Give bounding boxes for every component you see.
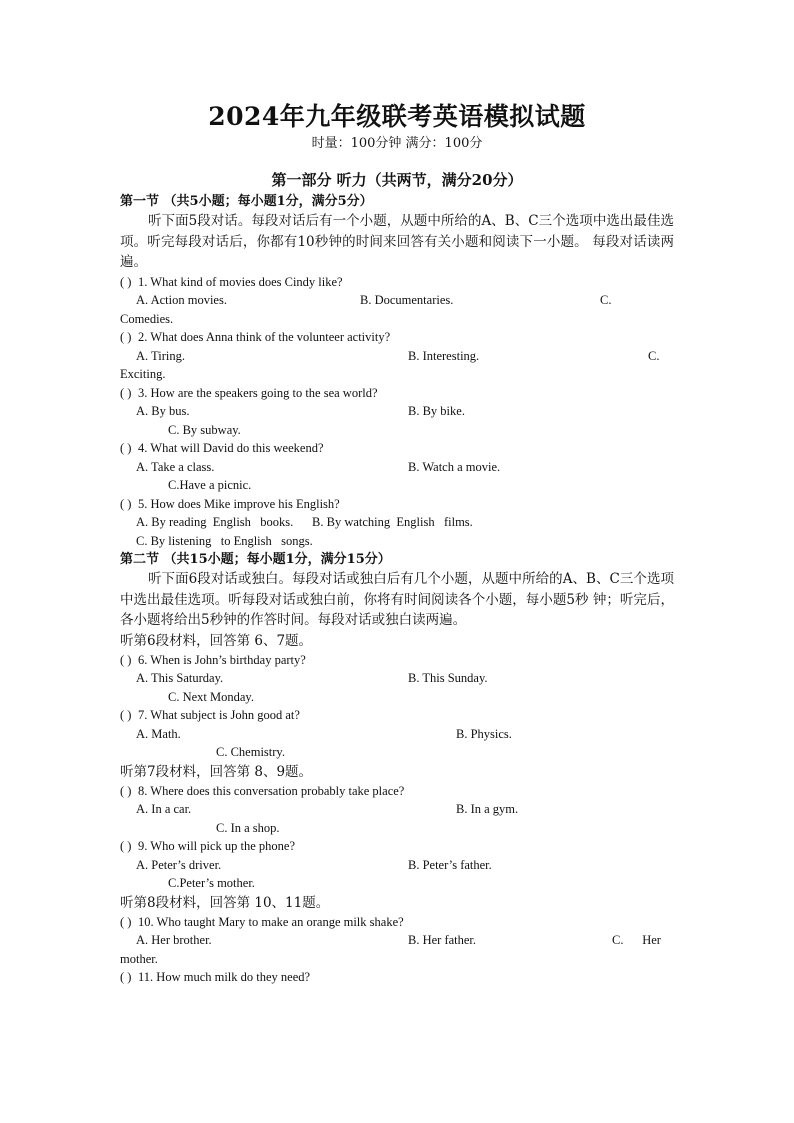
option-c: C. Chemistry. — [216, 745, 285, 759]
option-c: C. — [600, 293, 612, 307]
question-stem: ( ) 8. Where does this conversation probably take place? — [120, 782, 674, 801]
question-stem: ( ) 7. What subject is John good at? — [120, 706, 674, 725]
question-stem: ( ) 2. What does Anna think of the volunteer activity? — [120, 328, 674, 347]
option-a: A. Take a class. — [136, 459, 215, 474]
section-instructions: 听下面6段对话或独白。每段对话或独白后有几个小题，从题中所给的A、B、C三个选项中选出最佳选项。听每段对话或独白前，你将有时间阅读各个小题，每小题5秒 钟；听完后，各小题将给出5秒钟的作答时间。每段对话或独白读两遍。 — [120, 571, 674, 628]
question-options — [120, 347, 674, 366]
option-b: B. This Sunday. — [408, 671, 488, 685]
option-a: A. By bus. — [136, 404, 190, 418]
option-c: C.Peter’s mother. — [168, 876, 255, 890]
option-b: B. Documentaries. — [360, 293, 454, 307]
page-subtitle: 时量：100分钟 满分：100分 — [311, 136, 483, 151]
answer-paren: ( ) — [120, 652, 132, 667]
option-c: C. Her — [612, 933, 661, 947]
answer-paren: ( ) — [120, 385, 132, 400]
option-c: C. — [648, 348, 660, 363]
option-a-b: A. By reading English books. B. By watching English films. — [136, 515, 473, 529]
question-stem: ( ) 10. Who taught Mary to make an orange milk shake? — [120, 913, 674, 932]
question-stem: ( ) 6. When is John’s birthday party? — [120, 651, 674, 670]
option-c: C. By subway. — [168, 422, 241, 437]
question-options — [120, 669, 674, 688]
question-stem: ( ) 5. How does Mike improve his English? — [120, 495, 674, 514]
answer-paren: ( ) — [120, 708, 132, 722]
answer-paren: ( ) — [120, 441, 132, 455]
option-a: A. This Saturday. — [136, 671, 224, 685]
option-c: C.Have a picnic. — [168, 478, 252, 492]
exam-page — [120, 100, 674, 987]
option-c-wrap: mother. — [120, 951, 158, 966]
material-label: 听第7段材料，回答第 8、9题。 — [120, 763, 313, 780]
option-b: B. By bike. — [408, 404, 465, 418]
option-b: B. Interesting. — [408, 348, 480, 363]
question-stem: ( ) 3. How are the speakers going to the sea world? — [120, 384, 674, 403]
option-b: B. Peter’s father. — [408, 857, 492, 872]
option-c-wrap: Comedies. — [120, 311, 174, 326]
question-options — [120, 931, 674, 950]
answer-paren: ( ) — [120, 914, 132, 929]
section-title: 第一节 （共5小题；每小题1分，满分5分） — [120, 194, 373, 209]
question-options — [120, 458, 674, 477]
answer-paren: ( ) — [120, 274, 132, 289]
page-title: 2024年九年级联考英语模拟试题 — [208, 102, 586, 131]
part-title: 第一部分 听力（共两节，满分20分） — [271, 171, 523, 189]
question-stem: ( ) 11. How much milk do they need? — [120, 968, 674, 987]
material-label: 听第6段材料，回答第 6、7题。 — [120, 632, 313, 649]
question-options — [120, 856, 674, 875]
answer-paren: ( ) — [120, 839, 132, 853]
question-stem: ( ) 1. What kind of movies does Cindy like? — [120, 273, 674, 292]
question-stem: ( ) 4. What will David do this weekend? — [120, 439, 674, 458]
option-b: B. Physics. — [456, 726, 512, 741]
answer-paren: ( ) — [120, 970, 132, 984]
option-a: A. Action movies. — [136, 293, 227, 307]
section-title: 第二节 （共15小题；每小题1分，满分15分） — [120, 552, 391, 567]
question-stem: ( ) 9. Who will pick up the phone? — [120, 837, 674, 856]
question-options — [120, 800, 674, 819]
answer-paren: ( ) — [120, 330, 132, 344]
option-b: B. Watch a movie. — [408, 459, 501, 474]
question-options — [120, 291, 674, 310]
material-label: 听第8段材料，回答第 10、11题。 — [120, 894, 330, 911]
option-a: A. Her brother. — [136, 933, 212, 947]
option-a: A. Tiring. — [136, 348, 185, 363]
option-b: B. In a gym. — [456, 802, 519, 816]
section-instructions: 听下面5段对话。每段对话后有一个小题，从题中所给的A、B、C三个选项中选出最佳选项。听完每段对话后，你都有10秒钟的时间来回答有关小题和阅读下一小题。 每段对话读两遍。 — [120, 213, 674, 270]
option-c: C. Next Monday. — [168, 689, 254, 704]
option-a: A. Peter’s driver. — [136, 857, 222, 872]
question-options — [120, 725, 674, 744]
option-c: C. In a shop. — [216, 820, 280, 835]
option-b: B. Her father. — [408, 933, 477, 947]
question-options — [120, 402, 674, 421]
answer-paren: ( ) — [120, 783, 132, 798]
answer-paren: ( ) — [120, 496, 132, 511]
option-a: A. Math. — [136, 726, 181, 741]
option-c-wrap: Exciting. — [120, 367, 166, 381]
option-c: C. By listening to English songs. — [136, 533, 313, 548]
option-a: A. In a car. — [136, 802, 192, 816]
